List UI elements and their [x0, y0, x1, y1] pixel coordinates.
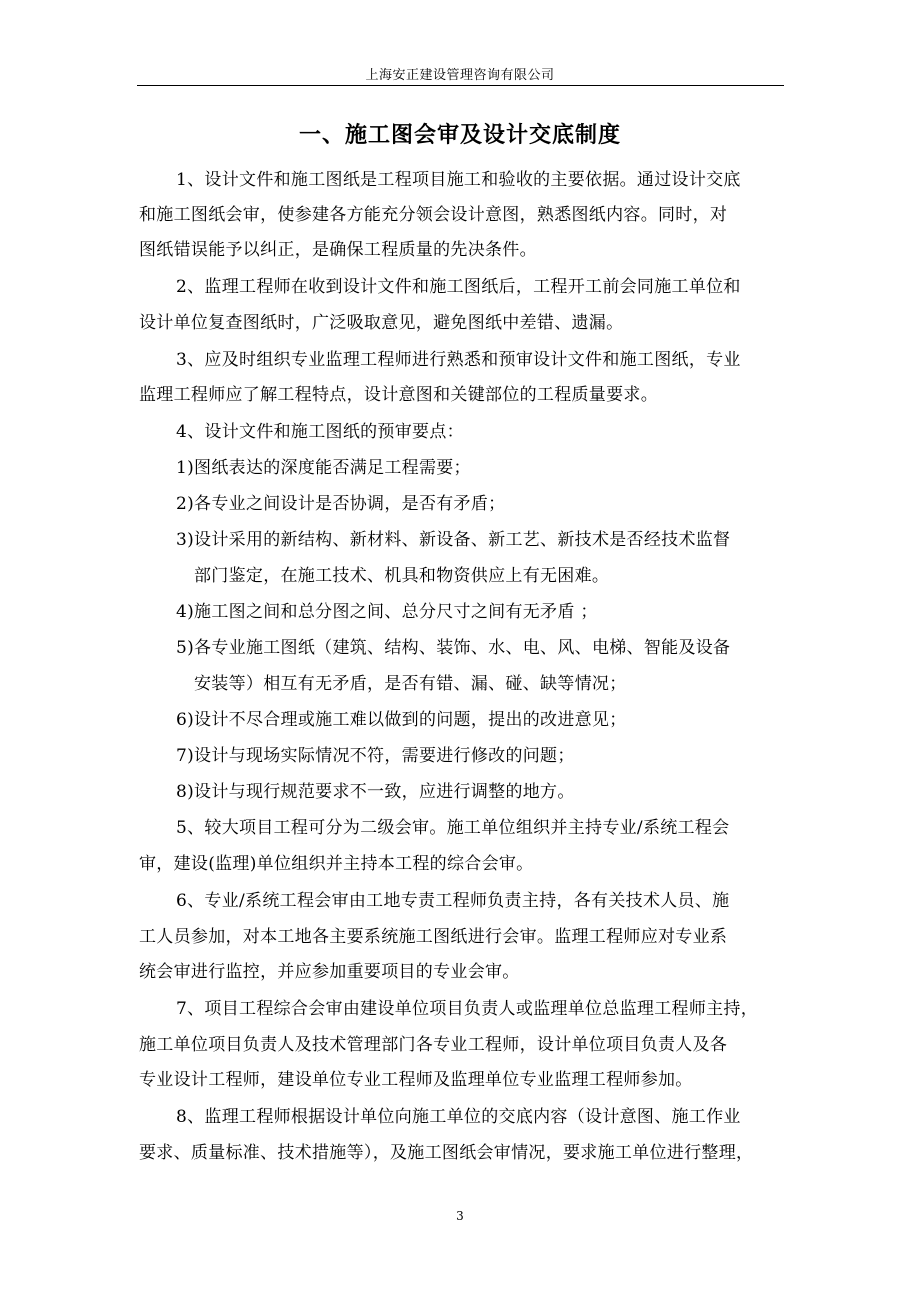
- text-line: 审，建设(监理)单位组织并主持本工程的综合会审。: [139, 854, 534, 874]
- page-title: 一、施工图会审及设计交底制度: [298, 122, 621, 148]
- text-line: 安装等）相互有无矛盾，是否有错、漏、碰、缺等情况；: [194, 674, 627, 694]
- text-line: 1)图纸表达的深度能否满足工程需要；: [176, 458, 471, 478]
- text-line: 2、监理工程师在收到设计文件和施工图纸后，工程开工前会同施工单位和: [176, 277, 741, 297]
- text-line: 3)设计采用的新结构、新材料、新设备、新工艺、新技术是否经技术监督: [176, 530, 731, 550]
- text-line: 部门鉴定，在施工技术、机具和物资供应上有无困难。: [194, 566, 610, 586]
- text-line: 2)各专业之间设计是否协调，是否有矛盾；: [176, 494, 506, 514]
- text-line: 5、较大项目工程可分为二级会审。施工单位组织并主持专业/系统工程会: [176, 818, 730, 838]
- text-line: 6)设计不尽合理或施工难以做到的问题，提出的改进意见；: [176, 710, 627, 730]
- text-line: 和施工图纸会审，使参建各方能充分领会设计意图，熟悉图纸内容。同时，对: [139, 205, 728, 225]
- text-line: 8)设计与现行规范要求不一致，应进行调整的地方。: [176, 782, 575, 802]
- text-line: 工人员参加，对本工地各主要系统施工图纸进行会审。监理工程师应对专业系: [139, 927, 728, 947]
- text-line: 专业设计工程师，建设单位专业工程师及监理单位专业监理工程师参加。: [139, 1070, 693, 1090]
- text-line: 3、应及时组织专业监理工程师进行熟悉和预审设计文件和施工图纸，专业: [176, 350, 741, 370]
- text-line: 4、设计文件和施工图纸的预审要点：: [176, 422, 464, 442]
- header-company-name: 上海安正建设管理咨询有限公司: [365, 68, 555, 83]
- text-line: 8、监理工程师根据设计单位向施工单位的交底内容（设计意图、施工作业: [176, 1107, 741, 1127]
- text-line: 设计单位复查图纸时，广泛吸取意见，避免图纸中差错、遗漏。: [139, 313, 624, 333]
- text-line: 施工单位项目负责人及技术管理部门各专业工程师，设计单位项目负责人及各: [139, 1035, 728, 1055]
- text-line: 5)各专业施工图纸（建筑、结构、装饰、水、电、风、电梯、智能及设备: [176, 638, 731, 658]
- text-line: 监理工程师应了解工程特点，设计意图和关键部位的工程质量要求。: [139, 385, 658, 405]
- text-line: 要求、质量标准、技术措施等），及施工图纸会审情况，要求施工单位进行整理，: [139, 1143, 754, 1163]
- page-number: 3: [456, 1209, 464, 1223]
- header-divider: [137, 85, 784, 86]
- text-line: 图纸错误能予以纠正，是确保工程质量的先决条件。: [139, 240, 537, 260]
- text-line: 6、专业/系统工程会审由工地专责工程师负责主持，各有关技术人员、施: [176, 891, 730, 911]
- text-line: 1、设计文件和施工图纸是工程项目施工和验收的主要依据。通过设计交底: [176, 170, 741, 190]
- text-line: 7)设计与现场实际情况不符，需要进行修改的问题；: [176, 746, 575, 766]
- text-line: 统会审进行监控，并应参加重要项目的专业会审。: [139, 962, 520, 982]
- text-line: 4)施工图之间和总分图之间、总分尺寸之间有无矛盾 ；: [176, 602, 598, 622]
- text-line: 7、项目工程综合会审由建设单位项目负责人或监理单位总监理工程师主持，: [176, 999, 759, 1019]
